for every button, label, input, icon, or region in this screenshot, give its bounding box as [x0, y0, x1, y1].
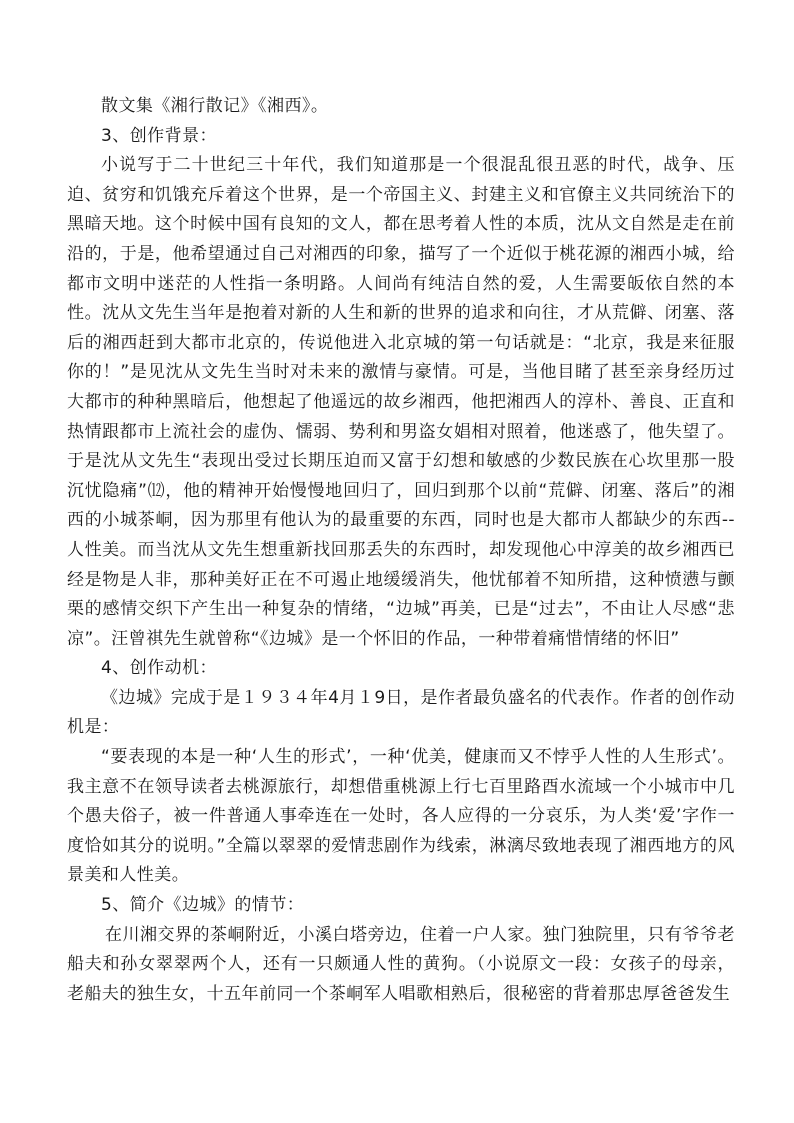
section-heading-5: 5、简介《边城》的情节：	[101, 895, 305, 916]
paragraph-background: 小说写于二十世纪三十年代，我们知道那是一个很混乱很丑恶的时代，战争、压迫、贫穷和饥饿充斥着这个世界，是一个帝国主义、封建主义和官僚主义共同统治下的黑暗天地。这个时候中国有良知的文人，都在思考着人性的本质，沈从文自然是走在前沿的，于是，他希望通过自己对湘西的印象，描写了一个近似于桃花源的湘西小城，给都市文明中迷茫的人性指一条明路。人间尚有纯洁自然的爱，人生需要皈依自然的本性。沈从文先生当年是抱着对新的人生和新的世界的追求和向往，才从荒僻、闭塞、落后的湘西赶到大都市北京的，传说他进入北京城的第一句话就是：“北京，我是来征服你的！”是见沈从文先生当时对未来的激情与豪情。可是，当他目睹了甚至亲身经历过大都市的种种黑暗后，他想起了他遥远的故乡湘西，他把湘西人的淳朴、善良、正直和热情跟都市上流社会的虚伪、懦弱、势利和男盗女娼相对照着，他迷惑了，他失望了。于是沈从文先生“表现出受过长期压迫而又富于幻想和敏感的少数民族在心坎里那一股沉忧隐痛”⑿，他的精神开始慢慢地回归了，回归到那个以前“荒僻、闭塞、落后”的湘西的小城茶峒，因为那里有他认为的最重要的东西，同时也是大都市人都缺少的东西--人性美。而当沈从文先生想重新找回那丢失的东西时，却发现他心中淳美的故乡湘西已经是物是人非，那种美好正在不可遏止地缓缓消失，他忧郁着不知所措，这种愤懑与颤栗的感情交织下产生出一种复杂的情绪，“边城”再美，已是“过去”，不由让人尽感“悲凉”。汪曾祺先生就曾称“《边城》是一个怀旧的作品，一种带着痛惜情绪的怀旧”	[67, 155, 735, 649]
intro-line: 散文集《湘行散记》《湘西》。	[101, 96, 329, 116]
paragraph-plot: 在川湘交界的茶峒附近，小溪白塔旁边，住着一户人家。独门独院里，只有爷爷老船夫和孙女翠翠两个人，还有一只颇通人性的黄狗。（小说原文一段：女孩子的母亲，老船夫的独生女，十五年前同一个茶峒军人唱歌相熟后，很秘密的背着那忠厚爸爸发生	[67, 924, 735, 1004]
section-heading-3: 3、创作背景：	[101, 125, 217, 146]
paragraph-quote: “要表现的本是一种‘人生的形式’，一种‘优美，健康而又不悖乎人性的人生形式’。我主意不在领导读者去桃源旅行，却想借重桃源上行七百里路酉水流域一个小城市中几个愚夫俗子，被一件普通人事牵连在一处时，各人应得的一分哀乐，为人类‘爱’字作一度恰如其分的说明。”全篇以翠翠的爱情悲剧作为线索，淋漓尽致地表现了湘西地方的风景美和人性美。	[67, 747, 735, 886]
paragraph-motive: 《边城》完成于是１９３４年4月１9日，是作者最负盛名的代表作。作者的创作动机是：	[67, 687, 735, 738]
document-body	[67, 92, 735, 1009]
section-heading-4: 4、创作动机：	[101, 658, 217, 679]
